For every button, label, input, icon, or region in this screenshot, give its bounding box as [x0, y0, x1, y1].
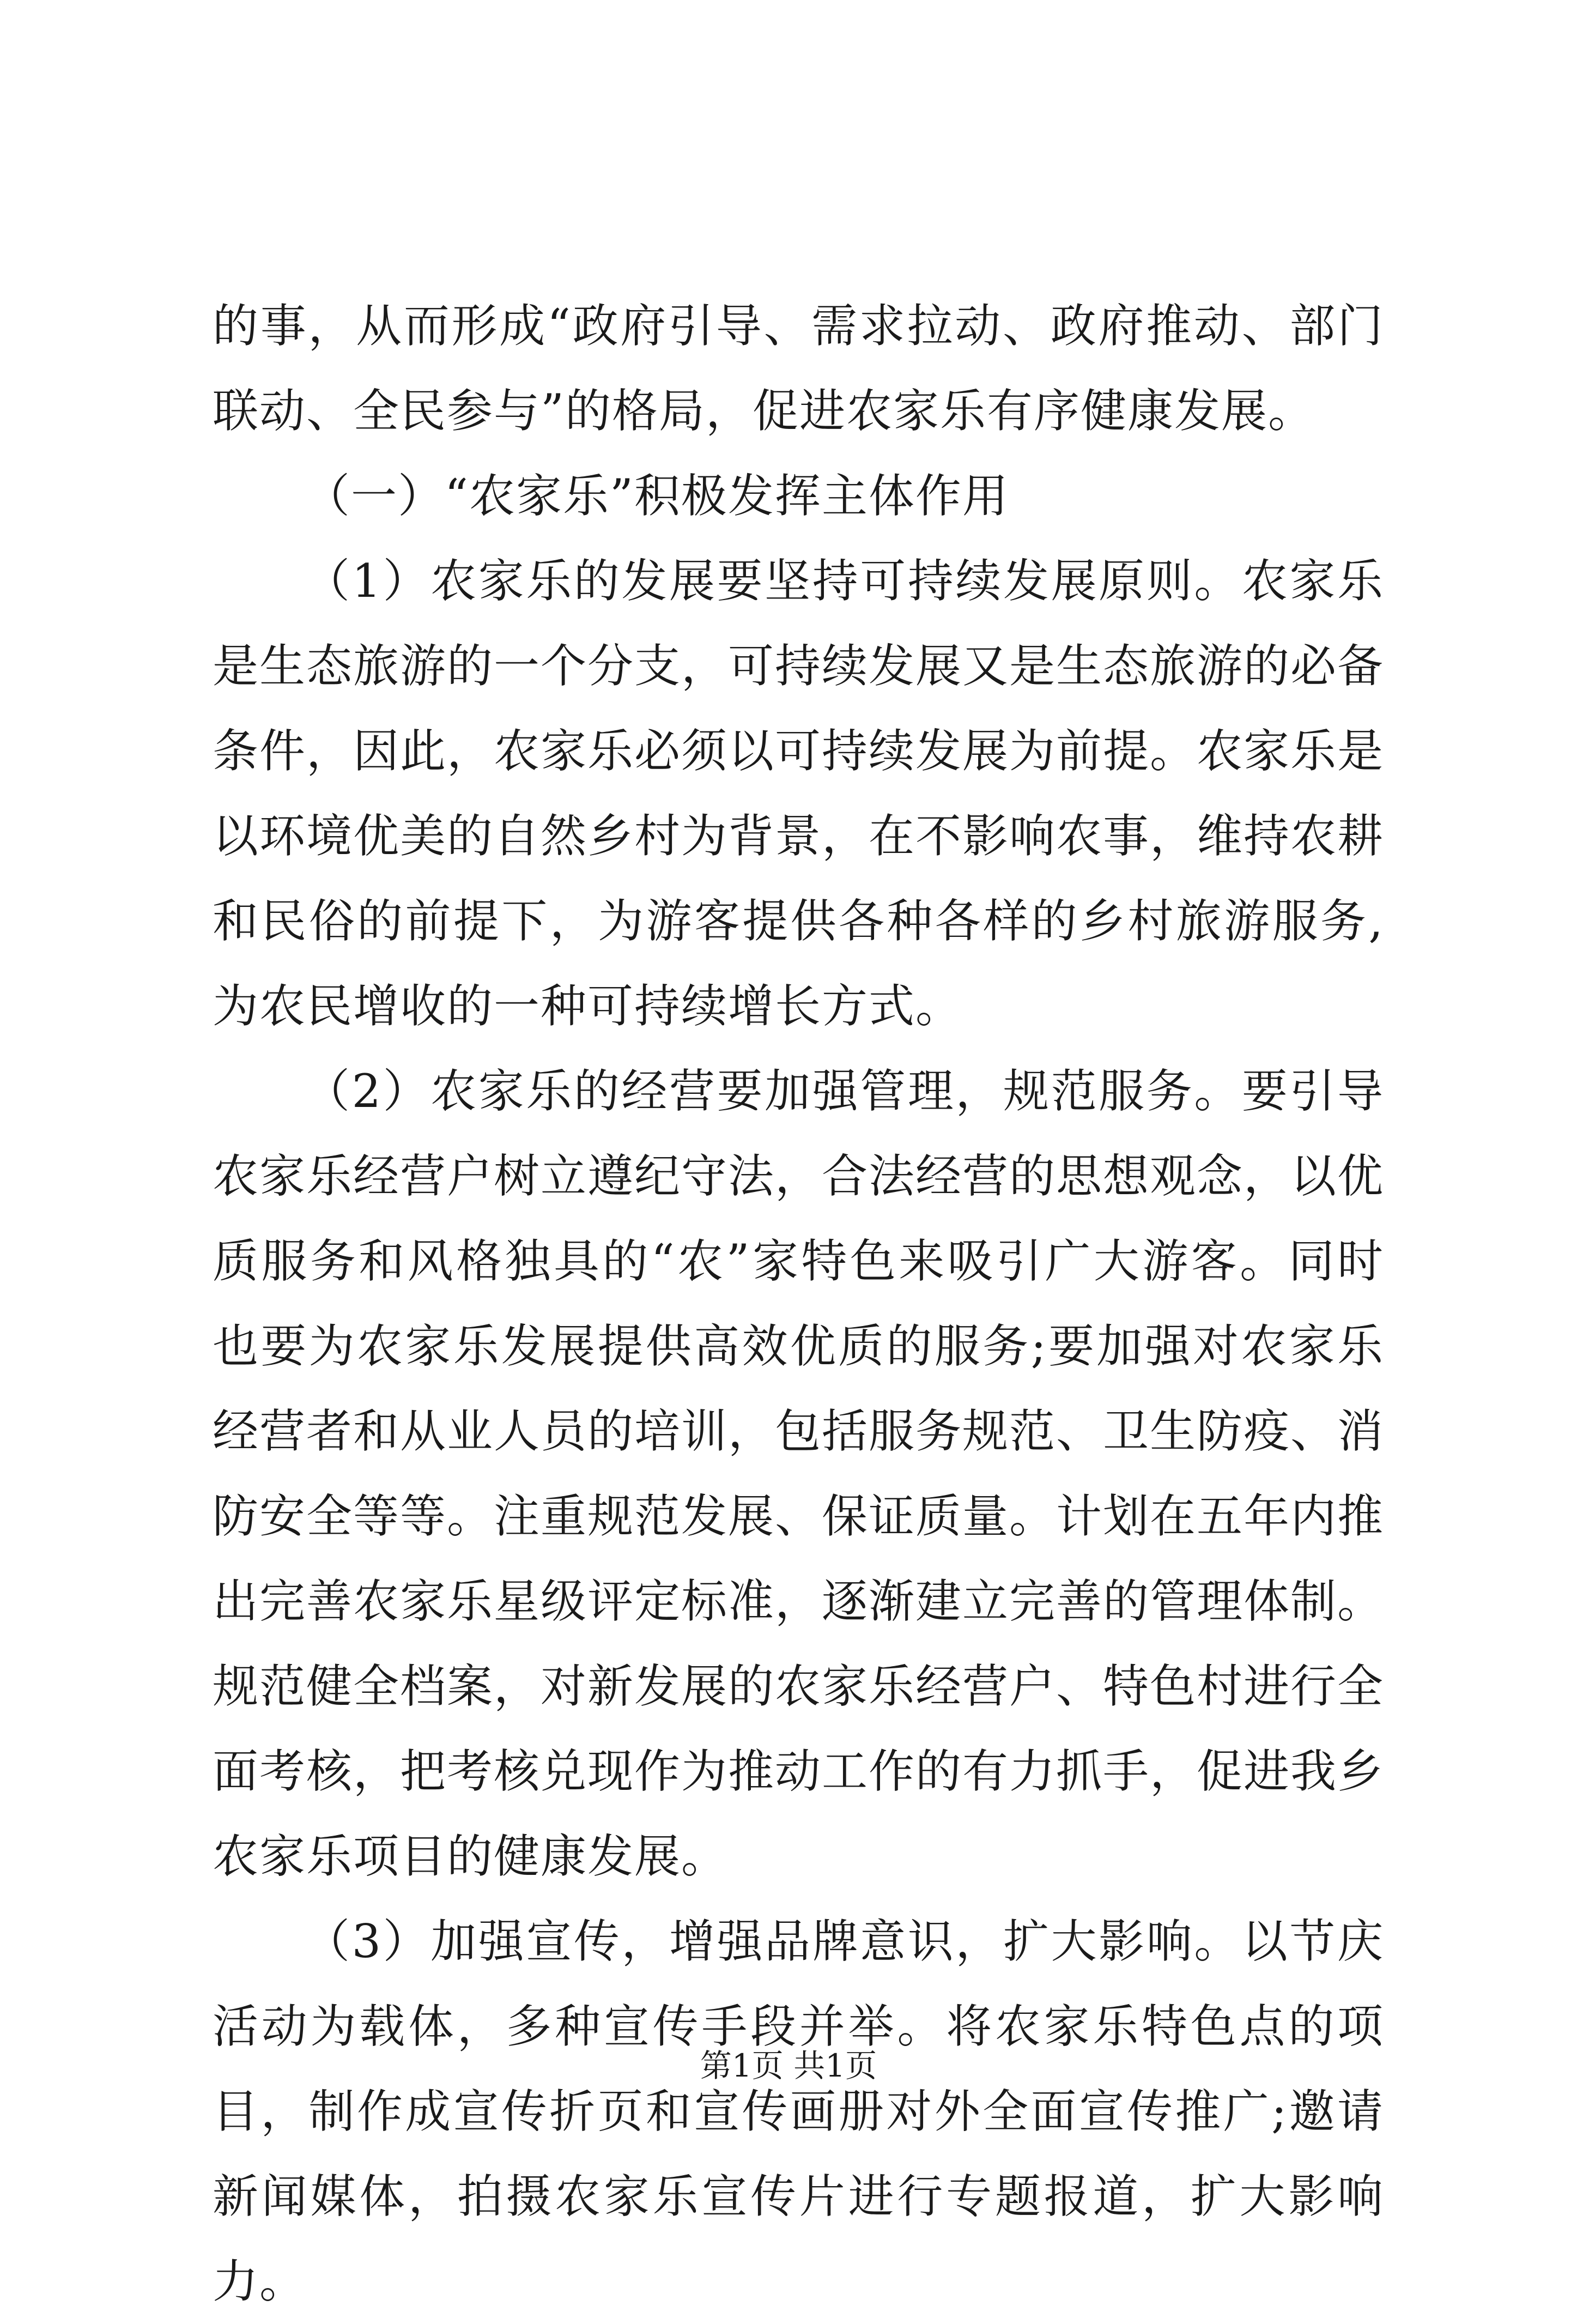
page-footer: 第1页 共1页 — [700, 2047, 877, 2084]
document-body — [213, 283, 1384, 2324]
paragraph-item-2: （2）农家乐的经营要加强管理，规范服务。要引导农家乐经营户树立遵纪守法，合法经营的思想观念，以优质服务和风格独具的“农”家特色来吸引广大游客。同时也要为农家乐发展提供高效优质的服务;要加强对农家乐经营者和从业人员的培训，包括服务规范、卫生防疫、消防安全等等。注重规范发展、保证质量。计划在五年内推出完善农家乐星级评定标准，逐渐建立完善的管理体制。规范健全档案，对新发展的农家乐经营户、特色村进行全面考核，把考核兑现作为推动工作的有力抓手，促进我乡农家乐项目的健康发展。 — [213, 1064, 1385, 1883]
paragraph-item-1: （1）农家乐的发展要坚持可持续发展原则。农家乐是生态旅游的一个分支，可持续发展又是生态旅游的必备条件，因此，农家乐必须以可持续发展为前提。农家乐是以环境优美的自然乡村为背景，在不影响农事，维持农耕和民俗的前提下，为游客提供各种各样的乡村旅游服务,为农民增收的一种可持续增长方式。 — [213, 554, 1385, 1033]
paragraph-item-3: （3）加强宣传，增强品牌意识，扩大影响。以节庆活动为载体，多种宣传手段并举。将农家乐特色点的项目，制作成宣传折页和宣传画册对外全面宣传推广;邀请新闻媒体，拍摄农家乐宣传片进行专题报道，扩大影响力。 — [213, 1915, 1384, 2308]
paragraph-continuation: 的事，从而形成“政府引导、需求拉动、政府推动、部门联动、全民参与”的格局，促进农家乐有序健康发展。 — [213, 299, 1384, 438]
section-heading: （一）“农家乐”积极发挥主体作用 — [304, 469, 1009, 523]
